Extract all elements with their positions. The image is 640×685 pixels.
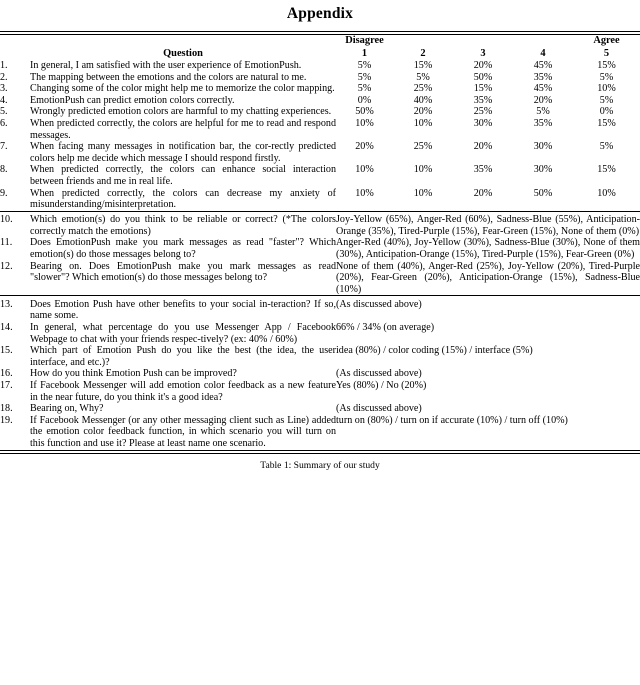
response-percent: 5% — [599, 71, 614, 83]
header-num-spacer — [0, 48, 30, 60]
appendix-page — [0, 4, 640, 685]
question-text: If Facebook Messenger will add emotion color feedback as a new feature in the near future, do you think it's a good idea? — [30, 380, 336, 403]
response-percent: 35% — [473, 164, 493, 176]
table-row — [0, 261, 640, 296]
header-scale-1: 1 — [361, 48, 368, 59]
table-row — [0, 345, 640, 368]
table-row — [0, 72, 640, 84]
response-percent: 40% — [413, 94, 433, 106]
row-number: 11. — [0, 237, 13, 249]
response-percent: 15% — [413, 60, 433, 71]
table-row — [0, 141, 640, 164]
response-percent: 10% — [355, 117, 374, 129]
row-number: 9. — [0, 187, 8, 199]
row-number: 15. — [0, 345, 13, 357]
table-row — [0, 322, 640, 345]
question-text: Does Emotion Push have other benefits to your social in-​teraction? If so, name some. — [30, 296, 336, 322]
response-percent: 5% — [536, 106, 550, 118]
row-number: 10. — [0, 211, 30, 237]
question-text: Bearing on. Does EmotionPush make you mark messages as read "slower"? Which emotion(s) do those messages belong to? — [30, 260, 336, 284]
response-percent: 50% — [473, 71, 493, 83]
row-number: 18. — [0, 403, 13, 415]
response-percent: 5% — [416, 71, 430, 83]
response-percent: 25% — [413, 83, 433, 95]
answer-text: (As discussed above) — [336, 403, 422, 415]
table-row — [0, 118, 640, 141]
header-scale-3: 3 — [480, 48, 486, 59]
answer-text: Anger-Red (40%), Joy-Yellow (30%), Sadness-Blue (30%), None of them (30%), Anticipation-Orange (15%), Tired-Purple (15%), Fear-Green (0%) — [336, 237, 640, 260]
table-row — [0, 60, 640, 72]
row-number: 13. — [0, 296, 30, 322]
answer-text: idea (80%) / color coding (15%) / interface (5%) — [336, 345, 533, 357]
question-text: When facing many messages in notification bar, the cor-​rectly predicted colors help me decide which message I should respond firstly. — [30, 141, 336, 164]
header-spacer-2 — [393, 35, 453, 48]
response-percent: 35% — [473, 94, 493, 106]
row-number: 6. — [0, 117, 8, 129]
table-row — [0, 415, 640, 450]
row-number: 7. — [0, 141, 8, 153]
header-scale-4: 4 — [540, 48, 546, 59]
header-spacer-3 — [453, 35, 513, 48]
header-question-label: Question — [163, 48, 203, 59]
response-percent: 15% — [473, 83, 493, 95]
table-row — [0, 380, 640, 403]
answer-text: (As discussed above) — [336, 368, 422, 380]
question-text: If Facebook Messenger (or any other messaging client such as Line) added the emotion color feedback function, in which scenario you will turn on this function and use it? Please at least name one scenario. — [30, 414, 336, 449]
response-percent: 20% — [355, 141, 374, 153]
response-percent: 50% — [355, 106, 374, 118]
question-text: EmotionPush can predict emotion colors correctly. — [30, 94, 235, 106]
table-row — [0, 237, 640, 260]
row-number: 2. — [0, 71, 8, 83]
table-row — [0, 164, 640, 187]
table-row — [0, 211, 640, 237]
row-number: 5. — [0, 106, 8, 118]
question-text: Which emotion(s) do you think to be reliable or correct? (*The colors correctly match the emotions) — [30, 211, 336, 237]
header-spacer-question — [30, 35, 336, 48]
header-scale-5: 5 — [603, 48, 610, 59]
row-number: 14. — [0, 322, 13, 334]
response-percent: 15% — [597, 60, 616, 71]
row-number: 3. — [0, 83, 8, 95]
row-number: 19. — [0, 414, 13, 426]
header-row-numbers — [0, 48, 640, 60]
response-percent: 10% — [597, 83, 616, 95]
answer-text: (As discussed above) — [336, 296, 640, 322]
answer-text: Joy-Yellow (65%), Anger-Red (60%), Sadness-Blue (55%), Anticipation-Orange (35%), Tired-Purple (15%), Fear-Green (15%), None of them (0%) — [336, 211, 640, 237]
response-percent: 20% — [413, 106, 433, 118]
answer-text: 66% / 34% (on average) — [336, 322, 435, 334]
header-disagree-label: Disagree — [345, 35, 384, 46]
row-number: 4. — [0, 94, 8, 106]
question-text: Does EmotionPush make you mark messages as read "faster"? Which emotion(s) do those messages belong to? — [30, 237, 336, 260]
row-number: 16. — [0, 368, 13, 380]
response-percent: 15% — [597, 164, 616, 176]
header-agree-label: Agree — [593, 35, 620, 46]
question-text: When predicted correctly, the colors can decrease my anxiety of misunderstanding/misinterpretation. — [30, 187, 336, 211]
summary-table — [0, 31, 640, 454]
response-percent: 5% — [357, 83, 372, 95]
response-percent: 10% — [413, 164, 433, 176]
likert-rows-body — [0, 60, 640, 211]
response-percent: 10% — [413, 117, 433, 129]
question-text: Wrongly predicted emotion colors are harmful to my chatting experiences. — [30, 106, 332, 118]
question-text: In general, what percentage do you use Messenger App / Facebook Webpage to chat with your friends respec-​tively? (ex: 40% / 60%) — [30, 322, 336, 345]
question-text: When predicted correctly, the colors are helpful for me to read and respond messages. — [30, 117, 336, 141]
response-percent: 45% — [533, 83, 553, 95]
table-row — [0, 368, 640, 380]
response-percent: 30% — [473, 117, 493, 129]
question-text: In general, I am satisfied with the user experience of EmotionPush. — [30, 60, 302, 71]
answer-text: turn on (80%) / turn on if accurate (10%) / turn off (10%) — [336, 414, 568, 426]
page-title: Appendix — [286, 5, 354, 22]
table-row — [0, 95, 640, 107]
response-percent: 10% — [355, 164, 374, 176]
response-percent: 30% — [533, 141, 553, 153]
row-number: 8. — [0, 164, 8, 176]
response-percent: 5% — [357, 71, 372, 83]
table-row — [0, 188, 640, 212]
answer-text: Yes (80%) / No (20%) — [336, 380, 427, 392]
response-percent: 20% — [473, 60, 493, 71]
response-percent: 10% — [355, 187, 374, 199]
question-text: How do you think Emotion Push can be improved? — [30, 368, 237, 380]
header-spacer-4 — [513, 35, 573, 48]
table-row — [0, 106, 640, 118]
response-percent: 5% — [599, 94, 614, 106]
row-number: 17. — [0, 380, 13, 392]
table-row — [0, 296, 640, 322]
response-percent: 25% — [413, 141, 433, 153]
table-row — [0, 403, 640, 415]
response-percent: 35% — [533, 117, 553, 129]
table-header — [0, 35, 640, 60]
question-text: The mapping between the emotions and the colors are natural to me. — [30, 71, 307, 83]
answer-text: None of them (40%), Anger-Red (25%), Joy-Yellow (20%), Tired-Purple (20%), Fear-Green (20%), Anticipation-Orange (15%), Sadness-Blue (10%) — [336, 260, 640, 295]
table-row — [0, 83, 640, 95]
response-percent: 15% — [597, 117, 616, 129]
response-percent: 35% — [533, 71, 553, 83]
response-percent: 20% — [473, 187, 493, 199]
response-percent: 20% — [473, 141, 493, 153]
row-number: 1. — [0, 60, 8, 71]
header-row-labels — [0, 35, 640, 48]
response-percent: 20% — [533, 94, 553, 106]
header-scale-2: 2 — [420, 48, 426, 59]
response-percent: 0% — [357, 94, 372, 106]
question-text: Changing some of the color might help me to memorize the color mapping. — [30, 83, 335, 95]
response-percent: 0% — [599, 106, 614, 118]
question-text: When predicted correctly, the colors can enhance social interaction between friends and me in real life. — [30, 164, 336, 187]
open-rows-body — [0, 211, 640, 449]
response-percent: 10% — [413, 187, 433, 199]
header-spacer-num — [0, 35, 30, 48]
row-number: 12. — [0, 260, 13, 272]
response-percent: 30% — [533, 164, 553, 176]
question-text: Bearing on, Why? — [30, 403, 104, 415]
questionnaire-table — [0, 35, 640, 450]
question-text: Which part of Emotion Push do you like the best (the idea, the user interface, and etc.)? — [30, 345, 336, 368]
table-bottom-rule — [0, 450, 640, 454]
response-percent: 50% — [533, 187, 553, 199]
response-percent: 10% — [597, 187, 616, 199]
response-percent: 45% — [533, 60, 553, 71]
response-percent: 5% — [599, 141, 614, 153]
response-percent: 5% — [357, 60, 372, 71]
response-percent: 25% — [473, 106, 493, 118]
table-caption: Table 1: Summary of our study — [260, 459, 380, 471]
